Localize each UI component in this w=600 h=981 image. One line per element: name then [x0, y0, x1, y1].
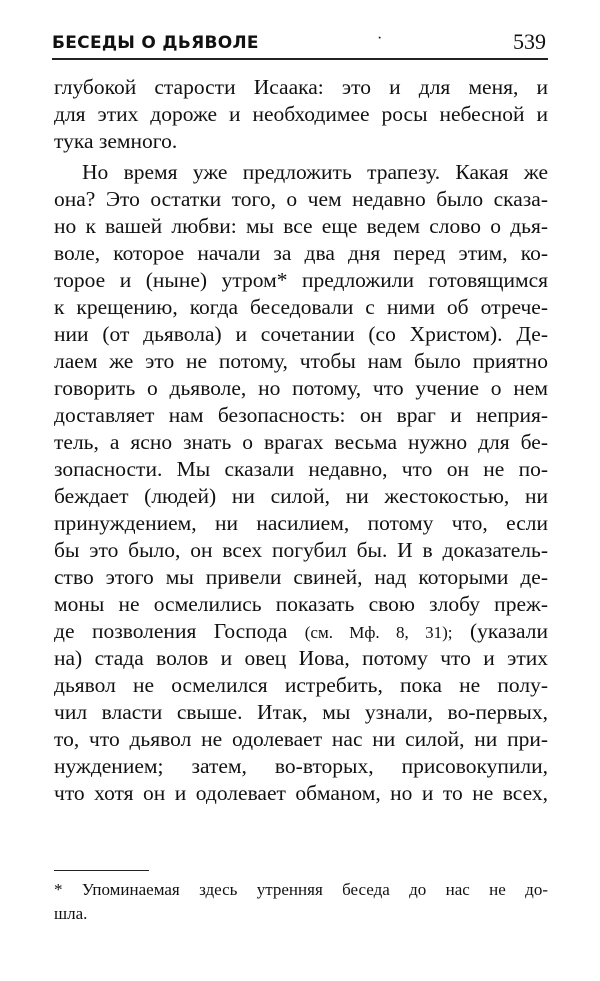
body-text	[54, 74, 548, 807]
text-line: на) стада волов и овец Иова, потому что и этих	[54, 646, 548, 670]
text-line: глубокой старости Исаака: это и для меня, и	[54, 75, 548, 99]
text-line: доставляет нам безопасность: он враг и неприя-	[54, 403, 548, 427]
text-segment: (указали	[469, 619, 548, 643]
text-line: дьявол не осмелился истребить, пока не полу-	[54, 673, 548, 697]
text-line: беждает (людей) ни силой, ни жестокостью, ни	[54, 484, 548, 508]
text-line: лаем же это не потому, чтобы нам было приятно	[54, 349, 548, 373]
text-line: ство этого мы привели свиней, над которыми де-	[54, 565, 548, 589]
footnote-line: шла.	[54, 904, 88, 923]
text-line: для этих дороже и необходимее росы небесной и	[54, 102, 548, 126]
text-segment: де позволения Господа	[54, 619, 288, 643]
header-dot: ·	[377, 30, 383, 47]
text-line: Но время уже предложить трапезу. Какая же	[82, 160, 548, 184]
footnote-divider	[54, 870, 149, 871]
text-line: она? Это остатки того, о чем недавно было сказа-	[54, 187, 548, 211]
text-line: что хотя он и одолевает обманом, но и то не всех,	[54, 781, 548, 805]
running-head-title: БЕСЕДЫ О ДЬЯВОЛЕ	[52, 33, 259, 53]
text-line: чил власти свыше. Итак, мы узнали, во-первых,	[54, 700, 548, 724]
text-line: моны не осмелились показать свою злобу преж-	[54, 592, 548, 616]
text-line-with-reference	[54, 618, 548, 645]
page-number: 539	[513, 29, 546, 54]
scripture-reference: (см. Мф. 8, 31);	[304, 623, 453, 642]
running-header	[52, 28, 548, 60]
footnote	[54, 878, 548, 926]
text-line: принуждением, ни насилием, потому что, если	[54, 511, 548, 535]
text-line: тука земного.	[54, 129, 178, 153]
text-line: к крещению, когда беседовали с ними об отрече-	[54, 295, 548, 319]
text-line: зопасности. Мы сказали недавно, что он не по-	[54, 457, 548, 481]
text-line: воле, которое начали за два дня перед этим, ко-	[54, 241, 548, 265]
text-line: то, что дьявол не одолевает нас ни силой, ни при-	[54, 727, 548, 751]
text-line: но к вашей любви: мы все еще ведем слово о дья-	[54, 214, 548, 238]
text-line: нуждением; затем, во-вторых, присовокупили,	[54, 754, 548, 778]
text-line: говорить о дьяволе, но потому, что учение о нем	[54, 376, 548, 400]
text-line: нии (от дьявола) и сочетании (со Христом). Де-	[54, 322, 548, 346]
text-line: тель, а ясно знать о врагах весьма нужно для бе-	[54, 430, 548, 454]
footnote-line: * Упоминаемая здесь утренняя беседа до нас не до-	[54, 880, 548, 899]
text-line: торое и (ныне) утром* предложили готовящимся	[54, 268, 548, 292]
text-line: бы это было, он всех погубил бы. И в доказатель-	[54, 538, 548, 562]
